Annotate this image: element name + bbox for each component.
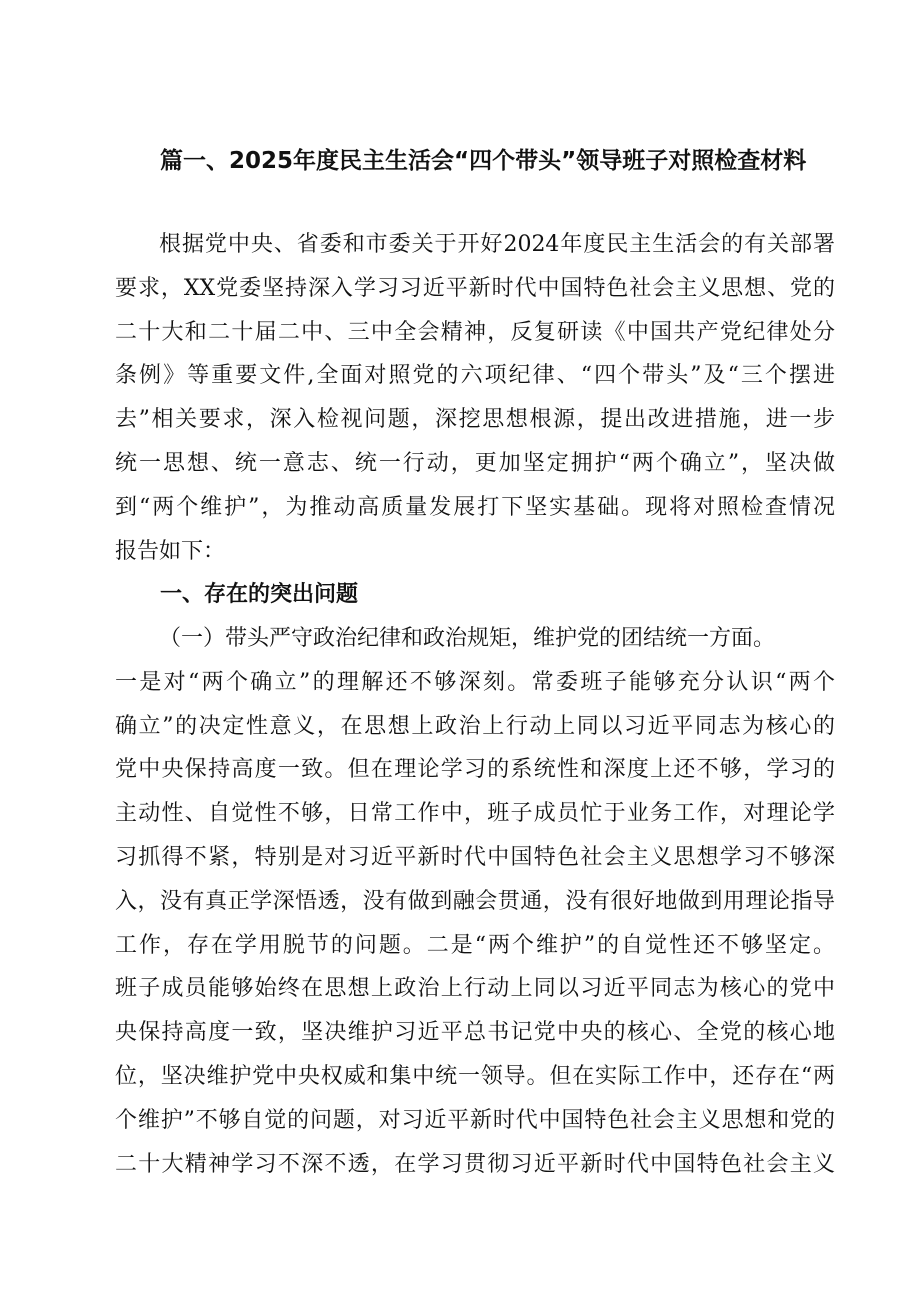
intro-line: 报告如下： [115,538,226,564]
section-line: 确立”的决定性意义，在思想上政治上行动上同以习近平同志为核心的 [115,713,835,739]
section-heading: 一、存在的突出问题 [160,582,359,607]
section-paragraph [115,617,835,1186]
intro-line: 去”相关要求，深入检视问题，深挖思想根源，提出改进措施，进一步 [115,407,835,433]
intro-line: 统一思想、统一意志、统一行动，更加坚定拥护“两个确立”，坚决做 [115,450,835,476]
intro-line: 二十大和二十届二中、三中全会精神，反复研读《中国共产党纪律处分 [115,319,835,345]
section-line: 位，坚决维护党中央权威和集中统一领导。但在实际工作中，还存在“两 [115,1063,835,1089]
section-line: 班子成员能够始终在思想上政治上行动上同以习近平同志为核心的党中 [115,976,835,1002]
intro-line: 根据党中央、省委和市委关于开好2024年度民主生活会的有关部署 [159,232,835,257]
section-line: 主动性、自觉性不够，日常工作中，班子成员忙于业务工作，对理论学 [115,801,835,827]
intro-line: 到“两个维护”，为推动高质量发展打下坚实基础。现将对照检查情况 [115,494,835,520]
section-line: 二十大精神学习不深不透，在学习贯彻习近平新时代中国特色社会主义 [115,1151,835,1177]
intro-line: 条例》等重要文件,全面对照党的六项纪律、“四个带头”及“三个摆进 [115,363,835,389]
document-title: 篇一、2025年度民主生活会“四个带头”领导班子对照检查材料 [160,148,807,174]
section-line: 一是对“两个确立”的理解还不够深刻。常委班子能够充分认识“两个 [115,669,835,695]
section-line: 工作，存在学用脱节的问题。二是“两个维护”的自觉性还不够坚定。 [115,932,835,958]
subsection-heading-line: （一）带头严守政治纪律和政治规矩，维护党的团结统一方面。 [159,626,776,651]
intro-paragraph [115,223,835,573]
section-line: 央保持高度一致，坚决维护习近平总书记党中央的核心、全党的核心地 [115,1020,835,1046]
intro-line: 要求，XX党委坚持深入学习习近平新时代中国特色社会主义思想、党的 [115,275,835,301]
section-line: 党中央保持高度一致。但在理论学习的系统性和深度上还不够，学习的 [115,757,835,783]
section-line: 入，没有真正学深悟透，没有做到融会贯通，没有很好地做到用理论指导 [115,888,835,914]
section-line: 个维护”不够自觉的问题，对习近平新时代中国特色社会主义思想和党的 [115,1107,835,1133]
section-line: 习抓得不紧，特别是对习近平新时代中国特色社会主义思想学习不够深 [115,844,835,870]
